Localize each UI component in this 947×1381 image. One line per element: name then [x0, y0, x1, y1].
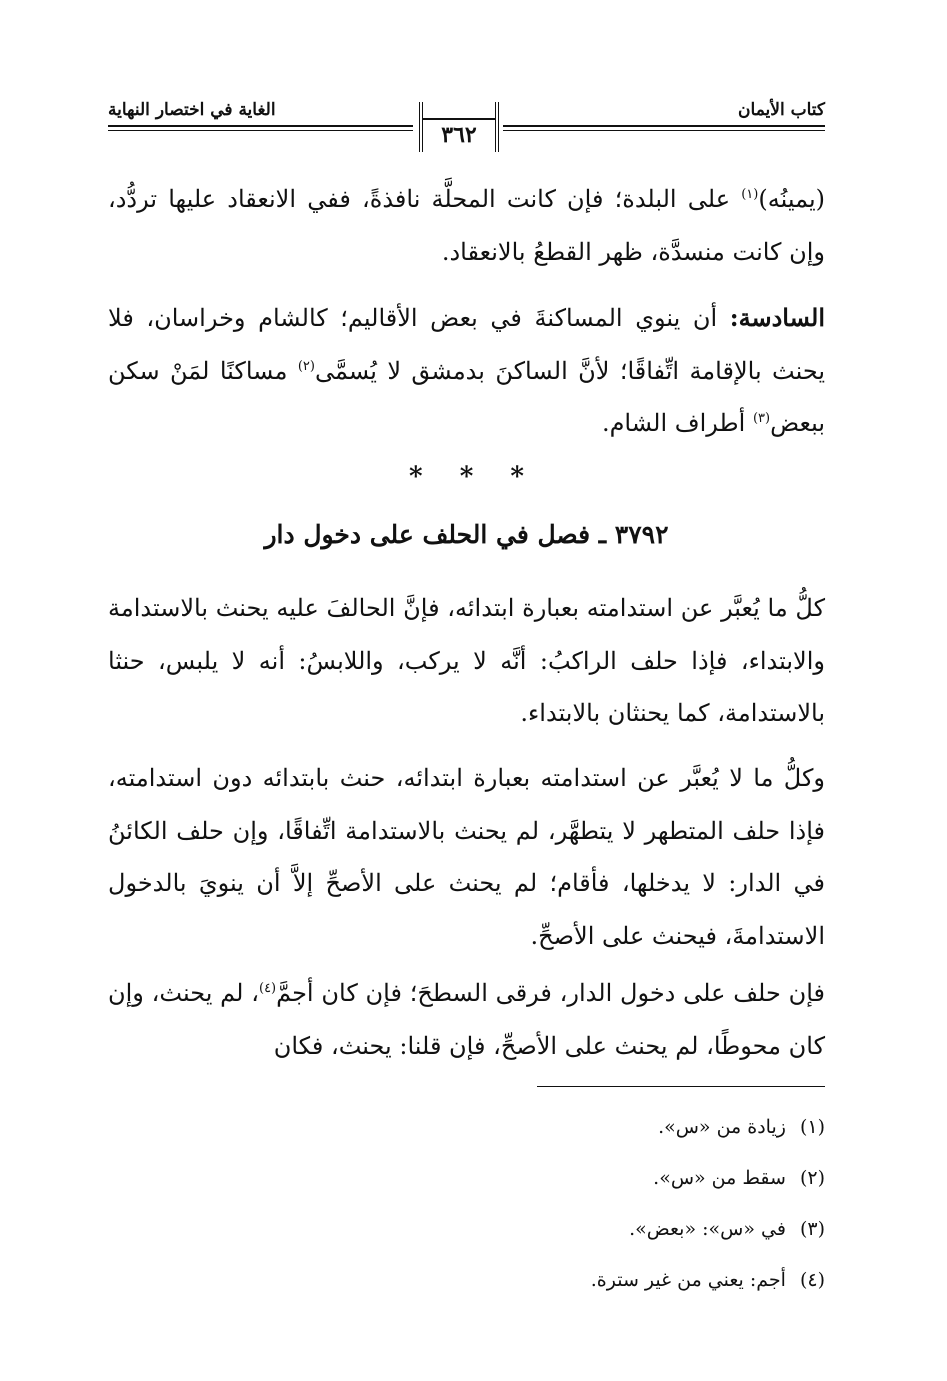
footnote-text: أجم: يعني من غير سترة.: [590, 1269, 786, 1291]
chapter-title: كتاب الأيمان: [738, 100, 825, 120]
header-rule: [108, 130, 413, 131]
footnote-number: (٢): [799, 1167, 825, 1189]
footnote-number: (٣): [799, 1218, 825, 1240]
page-number-frame: [419, 102, 499, 152]
text-span: أطراف الشام.: [601, 409, 753, 437]
text-span: على البلدة؛ فإن كانت المحلَّة نافذةً، ففي الانعقاد عليها تردُّد، وإن كانت منسدَّة، ظهر القطعُ بالانعقاد.: [108, 185, 825, 266]
footnote-text: زيادة من «س».: [658, 1116, 786, 1138]
footnote: [108, 1153, 825, 1204]
paragraph-1: [108, 173, 825, 278]
text-span: فإن حلف على دخول الدار، فرقى السطحَ؛ فإن كان أجمَّ: [276, 979, 826, 1007]
paragraph-6: [108, 967, 825, 1072]
footnote: [108, 1102, 825, 1153]
text-span: ، لم يحنث، وإن كان محوطًا، لم يحنث على الأصحِّ، فإن قلنا: يحنث، فكان: [108, 979, 825, 1060]
footnote-number: (٤): [799, 1269, 825, 1291]
paragraph-lead: السادسة:: [729, 303, 825, 332]
footnote-ref: (٤): [258, 981, 277, 996]
page-number: ٣٦٢: [441, 122, 477, 148]
footnote-text: سقط من «س».: [653, 1167, 786, 1189]
paragraph-4: كلُّ ما يُعبَّر عن استدامته بعبارة ابتدائه، فإنَّ الحالفَ عليه يحنث بالاستدامة والابتداء، فإذا حلف الراكبُ: أنَّه لا يركب، واللابسُ: أنه لا يلبس، حنثا بالاستدامة، كما يحنثان بالابتداء.: [108, 594, 825, 727]
footnote-ref: (٣): [752, 411, 771, 426]
footnote: [108, 1255, 825, 1306]
paragraph-2: [108, 292, 825, 450]
text-span: أن ينوي المساكنةَ في بعض الأقاليم؛ كالشام وخراسان، فلا يحنث بالإقامة اتِّفاقًا؛ لأنَّ الساكنَ بدمشق لا يُسمَّى: [108, 304, 825, 385]
footnote-ref: (١): [741, 187, 759, 202]
footnotes: [108, 1102, 825, 1306]
footnote-number: (١): [799, 1116, 825, 1138]
text-span: مساكنًا لمَنْ سكن ببعض: [108, 356, 825, 437]
footnote: [108, 1204, 825, 1255]
section-separator: * * *: [409, 462, 538, 492]
footnote-ref: (٢): [297, 358, 315, 374]
footnote-text: في «س»: «بعض».: [629, 1218, 786, 1240]
paragraph-5: وكلُّ ما لا يُعبَّر عن استدامته بعبارة ابتدائه، حنث بابتدائه دون استدامته، فإذا حلف المتطهر لا يتطهَّر، لم يحنث بالاستدامة اتِّفاقًا، وإن حلف الكائنُ في الدار: لا يدخلها، فأقام؛ لم يحنث على الأصحِّ إلاَّ أن ينويَ بالدخول الاستدامةَ، فيحنث على الأصحِّ.: [108, 764, 825, 950]
footnote-divider: [537, 1086, 825, 1087]
running-header: [108, 96, 825, 156]
header-rule: [503, 125, 825, 127]
header-rule: [503, 130, 825, 131]
section-title: ٣٧٩٢ ـ فصل في الحلف على دخول دار: [264, 520, 669, 549]
text-span: (يمينُه): [758, 185, 825, 213]
book-title: الغاية في اختصار النهاية: [108, 100, 276, 120]
header-rule: [108, 125, 413, 127]
